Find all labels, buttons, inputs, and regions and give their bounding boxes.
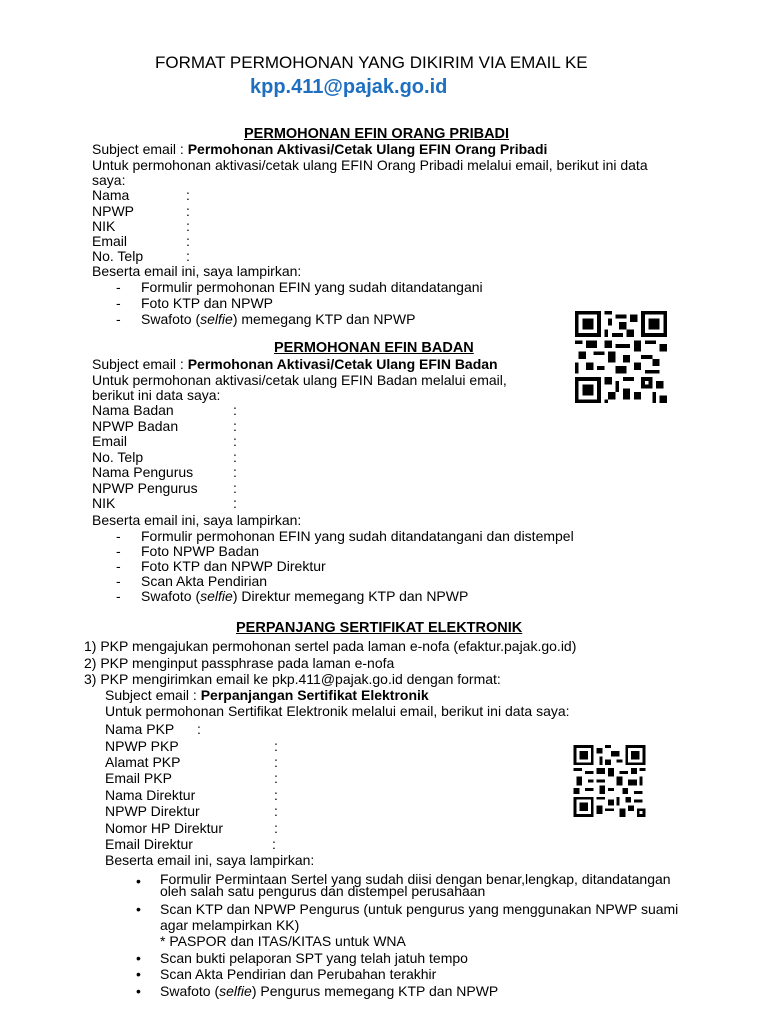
contact-email[interactable]: kpp.411@pajak.go.id: [250, 76, 448, 98]
subject-value: Perpanjangan Sertifikat Elektronik: [200, 687, 429, 703]
field-colon: :: [233, 433, 237, 449]
field-colon: :: [233, 418, 237, 434]
attachment-item: Formulir permohonan EFIN yang sudah ditandatangani dan distempel: [141, 528, 574, 544]
section3-heading: PERPANJANG SERTIFIKAT ELEKTRONIK: [236, 620, 523, 636]
bullet-item: Scan KTP dan NPWP Pengurus (untuk pengurus yang menggunakan NPWP suami: [160, 901, 679, 917]
field-colon: :: [186, 203, 190, 219]
bullet-item: oleh salah satu pengurus dan distempel perusahaan: [160, 883, 486, 899]
attachment-item: Foto NPWP Badan: [141, 543, 260, 559]
field-colon: :: [274, 803, 278, 819]
dash: -: [116, 543, 121, 559]
bullet: •: [136, 873, 141, 889]
field-colon: :: [274, 820, 278, 836]
field-label: NPWP Direktur: [105, 803, 200, 819]
section2-intro-2: berikut ini data saya:: [92, 387, 221, 403]
step-item: 1) PKP mengajukan permohonan sertel pada laman e-nofa (efaktur.pajak.go.id): [84, 638, 577, 654]
subject-value: Permohonan Aktivasi/Cetak Ulang EFIN Badan: [187, 356, 498, 372]
dash: -: [116, 295, 121, 311]
section2-attach-intro: Beserta email ini, saya lampirkan:: [92, 512, 302, 528]
field-label: NPWP PKP: [105, 738, 179, 754]
field-colon: :: [274, 787, 278, 803]
field-label: Email Direktur: [105, 836, 193, 852]
dash: -: [116, 279, 121, 295]
subject-label: Subject email :: [105, 687, 201, 703]
field-colon: :: [233, 449, 237, 465]
field-colon: :: [186, 233, 190, 249]
section1-intro-1: Untuk permohonan aktivasi/cetak ulang EFIN Orang Pribadi melalui email, berikut ini data: [92, 157, 648, 173]
section1-attach-intro: Beserta email ini, saya lampirkan:: [92, 263, 302, 279]
attachment-item: Scan Akta Pendirian: [141, 573, 268, 589]
field-colon: :: [274, 770, 278, 786]
subject-label: Subject email :: [92, 356, 188, 372]
attachment-item: Foto KTP dan NPWP: [141, 295, 274, 311]
field-colon: :: [197, 721, 201, 737]
field-label: No. Telp: [92, 248, 144, 264]
section1-heading: PERMOHONAN EFIN ORANG PRIBADI: [244, 126, 510, 142]
bullet: •: [136, 966, 141, 982]
section3-subject: [105, 687, 429, 703]
bullet-note: * PASPOR dan ITAS/KITAS untuk WNA: [160, 933, 406, 949]
attachment-item-selfie: Swafoto (selfie) Direktur memegang KTP dan NPWP: [141, 588, 469, 604]
field-label: Nama Direktur: [105, 787, 196, 803]
field-label: Email: [92, 233, 128, 249]
dash: -: [116, 558, 121, 574]
field-colon: :: [186, 187, 190, 203]
section2-subject: [92, 356, 498, 372]
field-colon: :: [186, 218, 190, 234]
section1-intro-2: saya:: [92, 172, 126, 188]
section2-intro-1: Untuk permohonan aktivasi/cetak ulang EFIN Badan melalui email,: [92, 372, 507, 388]
field-colon: :: [186, 248, 190, 264]
field-label: NIK: [92, 495, 116, 511]
attachment-item-selfie: Swafoto (selfie) memegang KTP dan NPWP: [141, 311, 416, 327]
bullet-item: Scan bukti pelaporan SPT yang telah jatuh tempo: [160, 950, 468, 966]
field-colon: :: [233, 480, 237, 496]
field-label: Nama Badan: [92, 402, 174, 418]
step-item: 2) PKP menginput passphrase pada laman e-nofa: [84, 655, 395, 671]
field-label: Email: [92, 433, 128, 449]
dash: -: [116, 528, 121, 544]
bullet: •: [136, 983, 141, 999]
field-colon: :: [274, 738, 278, 754]
section3-attach-intro: Beserta email ini, saya lampirkan:: [105, 852, 315, 868]
attachment-item: Foto KTP dan NPWP Direktur: [141, 558, 326, 574]
qr-code-2: [572, 745, 647, 817]
field-colon: :: [233, 464, 237, 480]
document-title: FORMAT PERMOHONAN YANG DIKIRIM VIA EMAIL KE: [155, 53, 588, 72]
field-label: Nama: [92, 187, 130, 203]
qr-code-1: [572, 311, 670, 403]
subject-label: Subject email :: [92, 141, 188, 157]
bullet: •: [136, 950, 141, 966]
field-colon: :: [233, 495, 237, 511]
bullet-item: Scan Akta Pendirian dan Perubahan terakhir: [160, 966, 437, 982]
field-label: No. Telp: [92, 449, 144, 465]
field-colon: :: [272, 836, 276, 852]
section1-subject: [92, 141, 547, 157]
field-label: Nama PKP: [105, 721, 175, 737]
field-label: NPWP: [92, 203, 134, 219]
field-label: Alamat PKP: [105, 754, 181, 770]
field-label: Nama Pengurus: [92, 464, 194, 480]
step-item: 3) PKP mengirimkan email ke pkp.411@pajak.go.id dengan format:: [84, 671, 501, 687]
bullet: •: [136, 901, 141, 917]
dash: -: [116, 573, 121, 589]
attachment-item: Formulir permohonan EFIN yang sudah ditandatangani: [141, 279, 483, 295]
field-colon: :: [233, 402, 237, 418]
bullet-item: Formulir Permintaan Sertel yang sudah diisi dengan benar,lengkap, ditandatangan: [160, 871, 671, 887]
subject-value: Permohonan Aktivasi/Cetak Ulang EFIN Orang Pribadi: [187, 141, 548, 157]
field-colon: :: [274, 754, 278, 770]
dash: -: [116, 588, 121, 604]
dash: -: [116, 311, 121, 327]
bullet-item: agar melampirkan KK): [160, 917, 300, 933]
section3-intro: Untuk permohonan Sertifikat Elektronik melalui email, berikut ini data saya:: [105, 703, 570, 719]
field-label: Nomor HP Direktur: [105, 820, 223, 836]
field-label: NPWP Pengurus: [92, 480, 198, 496]
field-label: Email PKP: [105, 770, 172, 786]
field-label: NIK: [92, 218, 116, 234]
section2-heading: PERMOHONAN EFIN BADAN: [274, 340, 474, 356]
bullet-item-selfie: Swafoto (selfie) Pengurus memegang KTP dan NPWP: [160, 983, 499, 999]
field-label: NPWP Badan: [92, 418, 179, 434]
